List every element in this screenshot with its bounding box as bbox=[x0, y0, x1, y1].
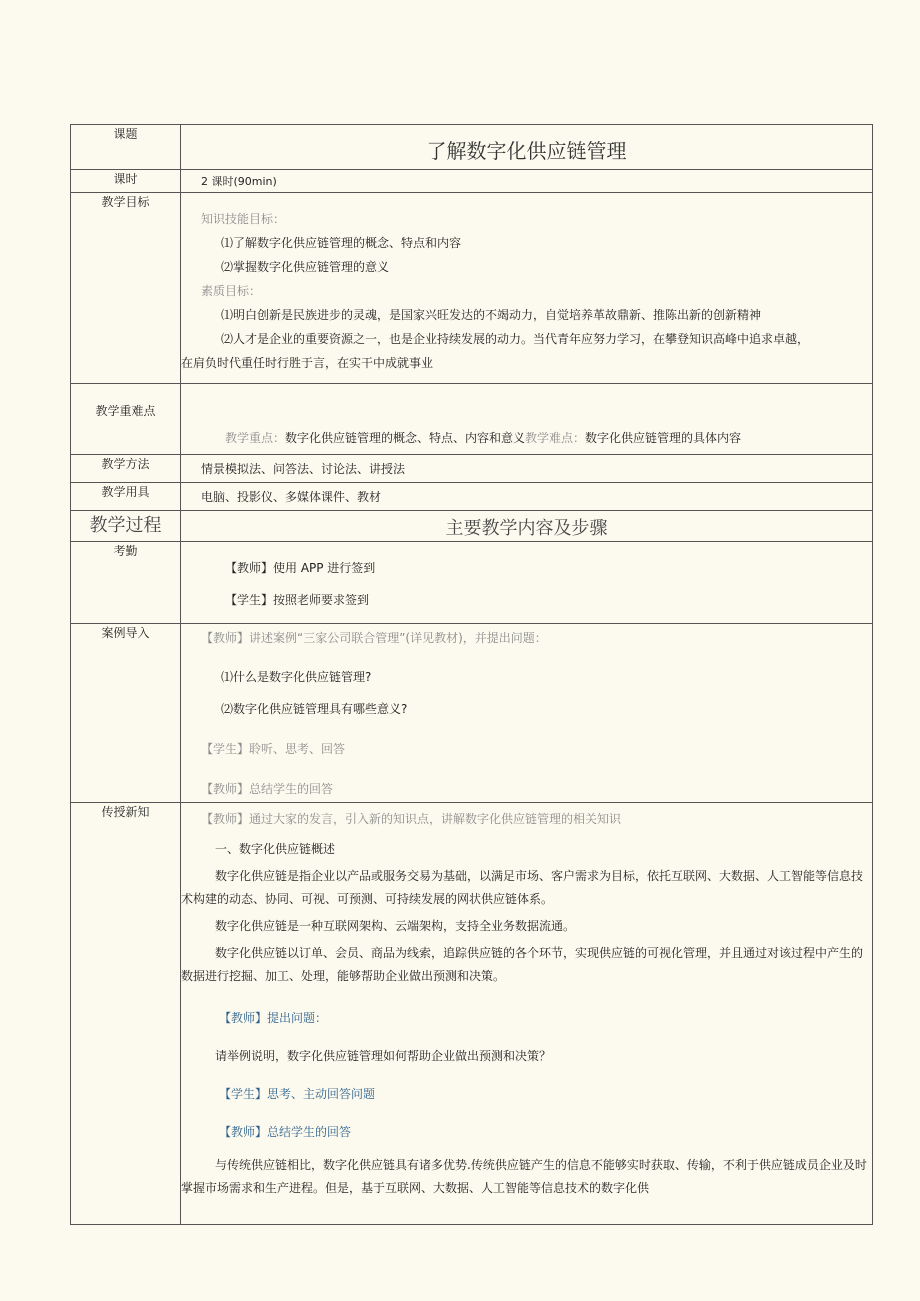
question: 请举例说明，数字化供应链管理如何帮助企业做出预测和决策？ bbox=[215, 1049, 552, 1063]
para-2: 数字化供应链是一种互联网架构、云端架构，支持全业务数据流通。 bbox=[215, 919, 576, 933]
attendance-teacher: 【教师】使用 APP 进行签到 bbox=[225, 561, 376, 575]
row-goals bbox=[71, 193, 873, 384]
difficulty-value: 数字化供应链管理的具体内容 bbox=[585, 431, 742, 445]
knowledge-item-2: ⑵掌握数字化供应链管理的意义 bbox=[221, 260, 390, 274]
focus-label: 教学重点： bbox=[225, 431, 286, 445]
teacher-ask: 【教师】提出问题： bbox=[219, 1011, 328, 1025]
teacher-summary: 【教师】总结学生的回答 bbox=[219, 1125, 352, 1139]
case-question-1: ⑴什么是数字化供应链管理? bbox=[221, 670, 372, 684]
case-teacher: 【教师】总结学生的回答 bbox=[201, 782, 334, 796]
case-intro: 【教师】讲述案例“三家公司联合管理”(详见教材)，并提出问题： bbox=[201, 631, 547, 645]
case-label: 案例导入 bbox=[71, 624, 181, 803]
row-key-points bbox=[71, 384, 873, 455]
case-student: 【学生】聆听、思考、回答 bbox=[201, 742, 346, 756]
attendance-label: 考勤 bbox=[71, 542, 181, 624]
goals-label: 教学目标 bbox=[71, 193, 181, 384]
row-new-knowledge bbox=[71, 803, 873, 1225]
quality-heading: 素质目标： bbox=[201, 284, 262, 298]
new-knowledge-label: 传授新知 bbox=[71, 803, 181, 1225]
new-intro: 【教师】通过大家的发言，引入新的知识点，讲解数字化供应链管理的相关知识 bbox=[201, 812, 622, 826]
method-label: 教学方法 bbox=[71, 455, 181, 483]
quality-item-2-line-1: ⑵人才是企业的重要资源之一，也是企业持续发展的动力。当代青年应努力学习，在攀登知识高峰中追求卓越， bbox=[221, 332, 810, 346]
knowledge-heading: 知识技能目标： bbox=[201, 212, 286, 226]
section-title: 一、数字化供应链概述 bbox=[215, 842, 336, 856]
hours-value: 2 课时(90min) bbox=[201, 175, 277, 188]
row-tools bbox=[71, 483, 873, 511]
focus-value: 数字化供应链管理的概念、特点、内容和意义 bbox=[285, 431, 526, 445]
case-question-2: ⑵数字化供应链管理具有哪些意义? bbox=[221, 702, 408, 716]
tools-value: 电脑、投影仪、多媒体课件、教材 bbox=[201, 490, 382, 504]
row-case bbox=[71, 624, 873, 803]
row-attendance bbox=[71, 542, 873, 624]
tools-label: 教学用具 bbox=[71, 483, 181, 511]
lesson-plan-table bbox=[70, 124, 873, 1225]
para-3: 数字化供应链以订单、会员、商品为线索，追踪供应链的各个环节，实现供应链的可视化管理，并且通过对该过程中产生的数据进行挖掘、加工、处理，能够帮助企业做出预测和决策。 bbox=[181, 946, 864, 983]
student-answer: 【学生】思考、主动回答问题 bbox=[219, 1087, 376, 1101]
process-header: 教学过程 bbox=[71, 511, 181, 542]
knowledge-item-1: ⑴了解数字化供应链管理的概念、特点和内容 bbox=[221, 236, 462, 250]
method-value: 情景模拟法、问答法、讨论法、讲授法 bbox=[201, 462, 406, 476]
hours-label: 课时 bbox=[71, 170, 181, 193]
topic-value: 了解数字化供应链管理 bbox=[426, 139, 627, 163]
row-topic bbox=[71, 125, 873, 170]
row-process-header bbox=[71, 511, 873, 542]
row-hours bbox=[71, 170, 873, 193]
difficulty-label: 教学难点： bbox=[525, 431, 586, 445]
attendance-student: 【学生】按照老师要求签到 bbox=[225, 593, 370, 607]
quality-item-2-line-2: 在肩负时代重任时行胜于言，在实干中成就事业 bbox=[181, 356, 434, 370]
topic-label: 课题 bbox=[71, 125, 181, 170]
row-method bbox=[71, 455, 873, 483]
quality-item-1: ⑴明白创新是民族进步的灵魂，是国家兴旺发达的不竭动力，自觉培养革故鼎新、推陈出新的创新精神 bbox=[221, 308, 762, 322]
content-header: 主要教学内容及步骤 bbox=[445, 518, 608, 539]
para-1: 数字化供应链是指企业以产品或服务交易为基础，以满足市场、客户需求为目标，依托互联网、大数据、人工智能等信息技术构建的动态、协同、可视、可预测、可持续发展的网状供应链体系。 bbox=[181, 869, 864, 906]
para-4: 与传统供应链相比，数字化供应链具有诸多优势.传统供应链产生的信息不能够实时获取、传输，不利于供应链成员企业及时掌握市场需求和生产进程。但是，基于互联网、大数据、人工智能等信息技术的数字化供 bbox=[181, 1158, 867, 1195]
key-label: 教学重难点 bbox=[71, 384, 181, 455]
